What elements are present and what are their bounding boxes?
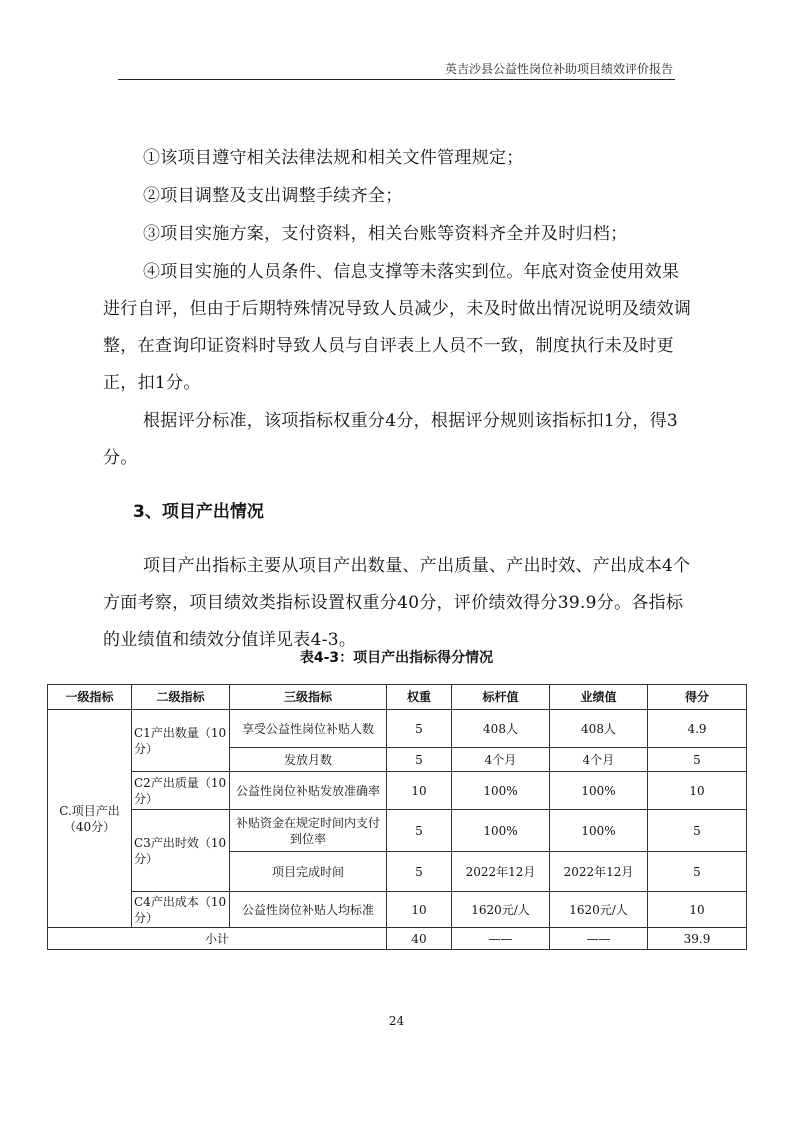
table-row xyxy=(48,710,747,748)
target-cell: 4个月 xyxy=(452,748,550,772)
level3-cell: 项目完成时间 xyxy=(230,852,387,892)
level3-cell: 公益性岗位补贴发放准确率 xyxy=(230,772,387,810)
target-cell: 100% xyxy=(452,810,550,852)
level2-cell: C1产出数量（10分） xyxy=(132,710,230,772)
subtotal-actual: —— xyxy=(550,928,648,950)
level1-cell: C.项目产出（40分） xyxy=(48,710,132,928)
score-cell: 4.9 xyxy=(648,710,747,748)
actual-cell: 4个月 xyxy=(550,748,648,772)
body-text xyxy=(103,140,693,660)
subtotal-row xyxy=(48,928,747,950)
table-row xyxy=(48,772,747,810)
weight-cell: 10 xyxy=(387,892,452,928)
target-cell: 2022年12月 xyxy=(452,852,550,892)
level3-cell: 补贴资金在规定时间内支付到位率 xyxy=(230,810,387,852)
score-cell: 10 xyxy=(648,892,747,928)
paragraph-5: 根据评分标准，该项指标权重分4分，根据评分规则该指标扣1分，得3分。 xyxy=(103,411,679,468)
score-cell: 5 xyxy=(648,852,747,892)
table-row xyxy=(48,892,747,928)
level2-cell: C3产出时效（10分） xyxy=(132,810,230,892)
table-header-row xyxy=(48,685,747,710)
page-header: 英吉沙县公益性岗位补助项目绩效评价报告 xyxy=(444,62,673,76)
score-cell: 10 xyxy=(648,772,747,810)
header-weight: 权重 xyxy=(387,685,452,710)
target-cell: 1620元/人 xyxy=(452,892,550,928)
score-cell: 5 xyxy=(648,748,747,772)
score-cell: 5 xyxy=(648,810,747,852)
target-cell: 408人 xyxy=(452,710,550,748)
paragraph-1: ①该项目遵守相关法律法规和相关文件管理规定； xyxy=(143,148,524,168)
paragraph-3: ③项目实施方案，支付资料，相关台账等资料齐全并及时归档； xyxy=(143,224,628,244)
indicator-table xyxy=(47,684,747,950)
weight-cell: 5 xyxy=(387,852,452,892)
level3-cell: 公益性岗位补贴人均标准 xyxy=(230,892,387,928)
weight-cell: 5 xyxy=(387,710,452,748)
header-actual: 业绩值 xyxy=(550,685,648,710)
weight-cell: 5 xyxy=(387,810,452,852)
header-level1: 一级指标 xyxy=(48,685,132,710)
paragraph-2: ②项目调整及支出调整手续齐全； xyxy=(143,186,403,206)
actual-cell: 100% xyxy=(550,772,648,810)
header-level3: 三级指标 xyxy=(230,685,387,710)
actual-cell: 1620元/人 xyxy=(550,892,648,928)
level2-cell: C4产出成本（10分） xyxy=(132,892,230,928)
header-score: 得分 xyxy=(648,685,747,710)
header-target: 标杆值 xyxy=(452,685,550,710)
actual-cell: 408人 xyxy=(550,710,648,748)
section-heading: 3、项目产出情况 xyxy=(133,502,264,522)
level3-cell: 享受公益性岗位补贴人数 xyxy=(230,710,387,748)
subtotal-weight: 40 xyxy=(387,928,452,950)
subtotal-score: 39.9 xyxy=(648,928,747,950)
weight-cell: 10 xyxy=(387,772,452,810)
paragraph-4: ④项目实施的人员条件、信息支撑等未落实到位。年底对资金使用效果进行自评，但由于后期特殊情况导致人员减少，未及时做出情况说明及绩效调整，在查询印证资料时导致人员与自评表上人员不一致，制度执行未及时更正，扣1分。 xyxy=(103,262,692,393)
actual-cell: 100% xyxy=(550,810,648,852)
weight-cell: 5 xyxy=(387,748,452,772)
paragraph-6: 项目产出指标主要从项目产出数量、产出质量、产出时效、产出成本4个方面考察，项目绩效类指标设置权重分40分，评价绩效得分39.9分。各指标的业绩值和绩效分值详见表4-3。 xyxy=(103,556,691,650)
header-divider xyxy=(118,79,675,80)
header-level2: 二级指标 xyxy=(132,685,230,710)
actual-cell: 2022年12月 xyxy=(550,852,648,892)
table-row xyxy=(48,810,747,852)
level2-cell: C2产出质量（10分） xyxy=(132,772,230,810)
subtotal-label: 小计 xyxy=(48,928,387,950)
level3-cell: 发放月数 xyxy=(230,748,387,772)
table-title: 表4-3：项目产出指标得分情况 xyxy=(299,650,494,666)
target-cell: 100% xyxy=(452,772,550,810)
page-number: 24 xyxy=(388,1014,405,1028)
subtotal-target: —— xyxy=(452,928,550,950)
